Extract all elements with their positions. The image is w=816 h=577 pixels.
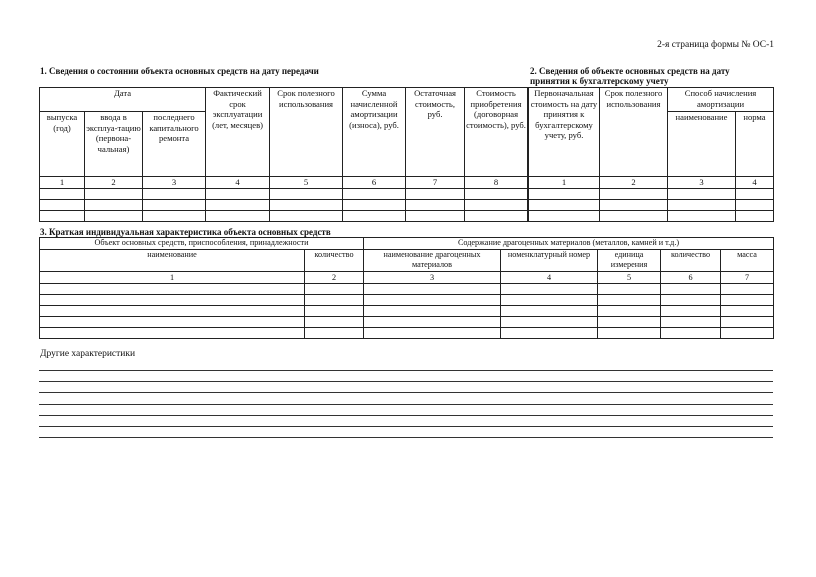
- column-number: 3: [143, 177, 206, 189]
- column-number: 5: [598, 272, 661, 284]
- table-row: [40, 284, 774, 295]
- header-acquisition-cost: Стоимость приобретения (договорная стоимость), руб.: [465, 88, 528, 177]
- input-cell[interactable]: [598, 306, 661, 317]
- header-quantity: количество: [305, 250, 364, 272]
- header-object-group: Объект основных средств, приспособления, принадлежности: [40, 238, 364, 250]
- header-residual-value: Остаточная стоимость, руб.: [406, 88, 465, 177]
- input-cell[interactable]: [40, 211, 85, 222]
- table-row: [40, 317, 774, 328]
- other-characteristics-label: Другие характеристики: [40, 349, 136, 359]
- input-cell[interactable]: [668, 200, 736, 211]
- input-cell[interactable]: [40, 284, 305, 295]
- input-cell[interactable]: [600, 211, 668, 222]
- header-nomenclature-number: номенклатурный номер: [501, 250, 598, 272]
- writing-line[interactable]: [39, 370, 773, 371]
- input-cell[interactable]: [143, 200, 206, 211]
- header-depreciation-sum: Сумма начисленной амортизации (износа), руб.: [343, 88, 406, 177]
- writing-line[interactable]: [39, 426, 773, 427]
- header-quantity: количество: [661, 250, 721, 272]
- input-cell[interactable]: [721, 306, 774, 317]
- header-commissioning: ввода в эксплуа-тацию (первона-чальная): [85, 112, 143, 177]
- input-cell[interactable]: [270, 211, 343, 222]
- column-number: 7: [721, 272, 774, 284]
- section1-table: [39, 87, 528, 222]
- column-number: 3: [364, 272, 501, 284]
- input-cell[interactable]: [305, 317, 364, 328]
- input-cell[interactable]: [270, 200, 343, 211]
- input-cell[interactable]: [343, 200, 406, 211]
- column-number: 2: [600, 177, 668, 189]
- input-cell[interactable]: [364, 317, 501, 328]
- input-cell[interactable]: [501, 328, 598, 339]
- header-useful-life: Срок полезного использования: [270, 88, 343, 177]
- input-cell[interactable]: [406, 211, 465, 222]
- input-cell[interactable]: [305, 328, 364, 339]
- column-number: 5: [270, 177, 343, 189]
- input-cell[interactable]: [501, 295, 598, 306]
- input-cell[interactable]: [305, 284, 364, 295]
- input-cell[interactable]: [661, 284, 721, 295]
- input-cell[interactable]: [600, 189, 668, 200]
- input-cell[interactable]: [598, 317, 661, 328]
- input-cell[interactable]: [598, 295, 661, 306]
- header-date-group: Дата: [40, 88, 206, 112]
- table-row: [529, 200, 774, 211]
- input-cell[interactable]: [465, 189, 528, 200]
- input-cell[interactable]: [661, 306, 721, 317]
- input-cell[interactable]: [364, 284, 501, 295]
- input-cell[interactable]: [406, 200, 465, 211]
- writing-line[interactable]: [39, 415, 773, 416]
- input-cell[interactable]: [143, 189, 206, 200]
- writing-line[interactable]: [39, 381, 773, 382]
- header-useful-life: Срок полезного использования: [600, 88, 668, 177]
- input-cell[interactable]: [736, 211, 774, 222]
- header-metals-group: Содержание драгоценных материалов (металлов, камней и т.д.): [364, 238, 774, 250]
- writing-line[interactable]: [39, 392, 773, 393]
- input-cell[interactable]: [598, 328, 661, 339]
- input-cell[interactable]: [85, 211, 143, 222]
- section2-table: [528, 87, 774, 222]
- input-cell[interactable]: [721, 295, 774, 306]
- input-cell[interactable]: [364, 306, 501, 317]
- input-cell[interactable]: [661, 317, 721, 328]
- table-row: [529, 211, 774, 222]
- input-cell[interactable]: [529, 211, 600, 222]
- input-cell[interactable]: [40, 306, 305, 317]
- header-release-year: выпуска (год): [40, 112, 85, 177]
- section2-title: 2. Сведения об объекте основных средств на дату принятия к бухгалтерскому учету: [530, 66, 730, 86]
- input-cell[interactable]: [305, 306, 364, 317]
- column-number: 1: [40, 272, 305, 284]
- column-number: 4: [206, 177, 270, 189]
- table-row: [40, 200, 528, 211]
- writing-line[interactable]: [39, 437, 773, 438]
- writing-line[interactable]: [39, 404, 773, 405]
- input-cell[interactable]: [40, 328, 305, 339]
- column-number: 4: [736, 177, 774, 189]
- header-mass: масса: [721, 250, 774, 272]
- table-row: [40, 295, 774, 306]
- input-cell[interactable]: [721, 284, 774, 295]
- input-cell[interactable]: [529, 189, 600, 200]
- input-cell[interactable]: [721, 317, 774, 328]
- input-cell[interactable]: [721, 328, 774, 339]
- column-number: 1: [529, 177, 600, 189]
- column-number: 8: [465, 177, 528, 189]
- input-cell[interactable]: [85, 200, 143, 211]
- column-number: 7: [406, 177, 465, 189]
- column-number: 3: [668, 177, 736, 189]
- table-row: [40, 328, 774, 339]
- header-unit: единица измерения: [598, 250, 661, 272]
- column-number: 6: [661, 272, 721, 284]
- header-last-repair: последнего капитального ремонта: [143, 112, 206, 177]
- input-cell[interactable]: [343, 189, 406, 200]
- section3-title: 3. Краткая индивидуальная характеристика объекта основных средств: [40, 227, 331, 237]
- input-cell[interactable]: [668, 211, 736, 222]
- header-precious-name: наименование драгоценных материалов: [364, 250, 501, 272]
- input-cell[interactable]: [736, 189, 774, 200]
- table-row: [40, 211, 528, 222]
- input-cell[interactable]: [364, 295, 501, 306]
- input-cell[interactable]: [661, 328, 721, 339]
- input-cell[interactable]: [206, 189, 270, 200]
- input-cell[interactable]: [501, 306, 598, 317]
- input-cell[interactable]: [40, 200, 85, 211]
- input-cell[interactable]: [85, 189, 143, 200]
- header-method-group: Способ начисления амортизации: [668, 88, 774, 112]
- input-cell[interactable]: [206, 200, 270, 211]
- column-number: 1: [40, 177, 85, 189]
- column-number: 6: [343, 177, 406, 189]
- header-actual-term: Фактический срок эксплуатации (лет, месяцев): [206, 88, 270, 177]
- header-method-rate: норма: [736, 112, 774, 177]
- input-cell[interactable]: [40, 317, 305, 328]
- input-cell[interactable]: [598, 284, 661, 295]
- input-cell[interactable]: [736, 200, 774, 211]
- input-cell[interactable]: [501, 284, 598, 295]
- input-cell[interactable]: [465, 200, 528, 211]
- column-number: 4: [501, 272, 598, 284]
- section3-table: [39, 237, 774, 339]
- column-number: 2: [85, 177, 143, 189]
- input-cell[interactable]: [501, 317, 598, 328]
- input-cell[interactable]: [529, 200, 600, 211]
- input-cell[interactable]: [305, 295, 364, 306]
- header-initial-cost: Первоначальная стоимость на дату принятия к бухгалтерскому учету, руб.: [529, 88, 600, 177]
- table-row: [529, 189, 774, 200]
- table-row: [40, 306, 774, 317]
- input-cell[interactable]: [406, 189, 465, 200]
- input-cell[interactable]: [40, 189, 85, 200]
- page-label: 2-я страница формы № ОС-1: [657, 40, 774, 50]
- section1-title: 1. Сведения о состоянии объекта основных средств на дату передачи: [40, 66, 319, 76]
- input-cell[interactable]: [270, 189, 343, 200]
- input-cell[interactable]: [206, 211, 270, 222]
- input-cell[interactable]: [668, 189, 736, 200]
- input-cell[interactable]: [600, 200, 668, 211]
- input-cell[interactable]: [40, 295, 305, 306]
- input-cell[interactable]: [465, 211, 528, 222]
- input-cell[interactable]: [661, 295, 721, 306]
- input-cell[interactable]: [364, 328, 501, 339]
- input-cell[interactable]: [143, 211, 206, 222]
- table-row: [40, 189, 528, 200]
- header-name: наименование: [40, 250, 305, 272]
- column-number: 2: [305, 272, 364, 284]
- header-method-name: наименование: [668, 112, 736, 177]
- input-cell[interactable]: [343, 211, 406, 222]
